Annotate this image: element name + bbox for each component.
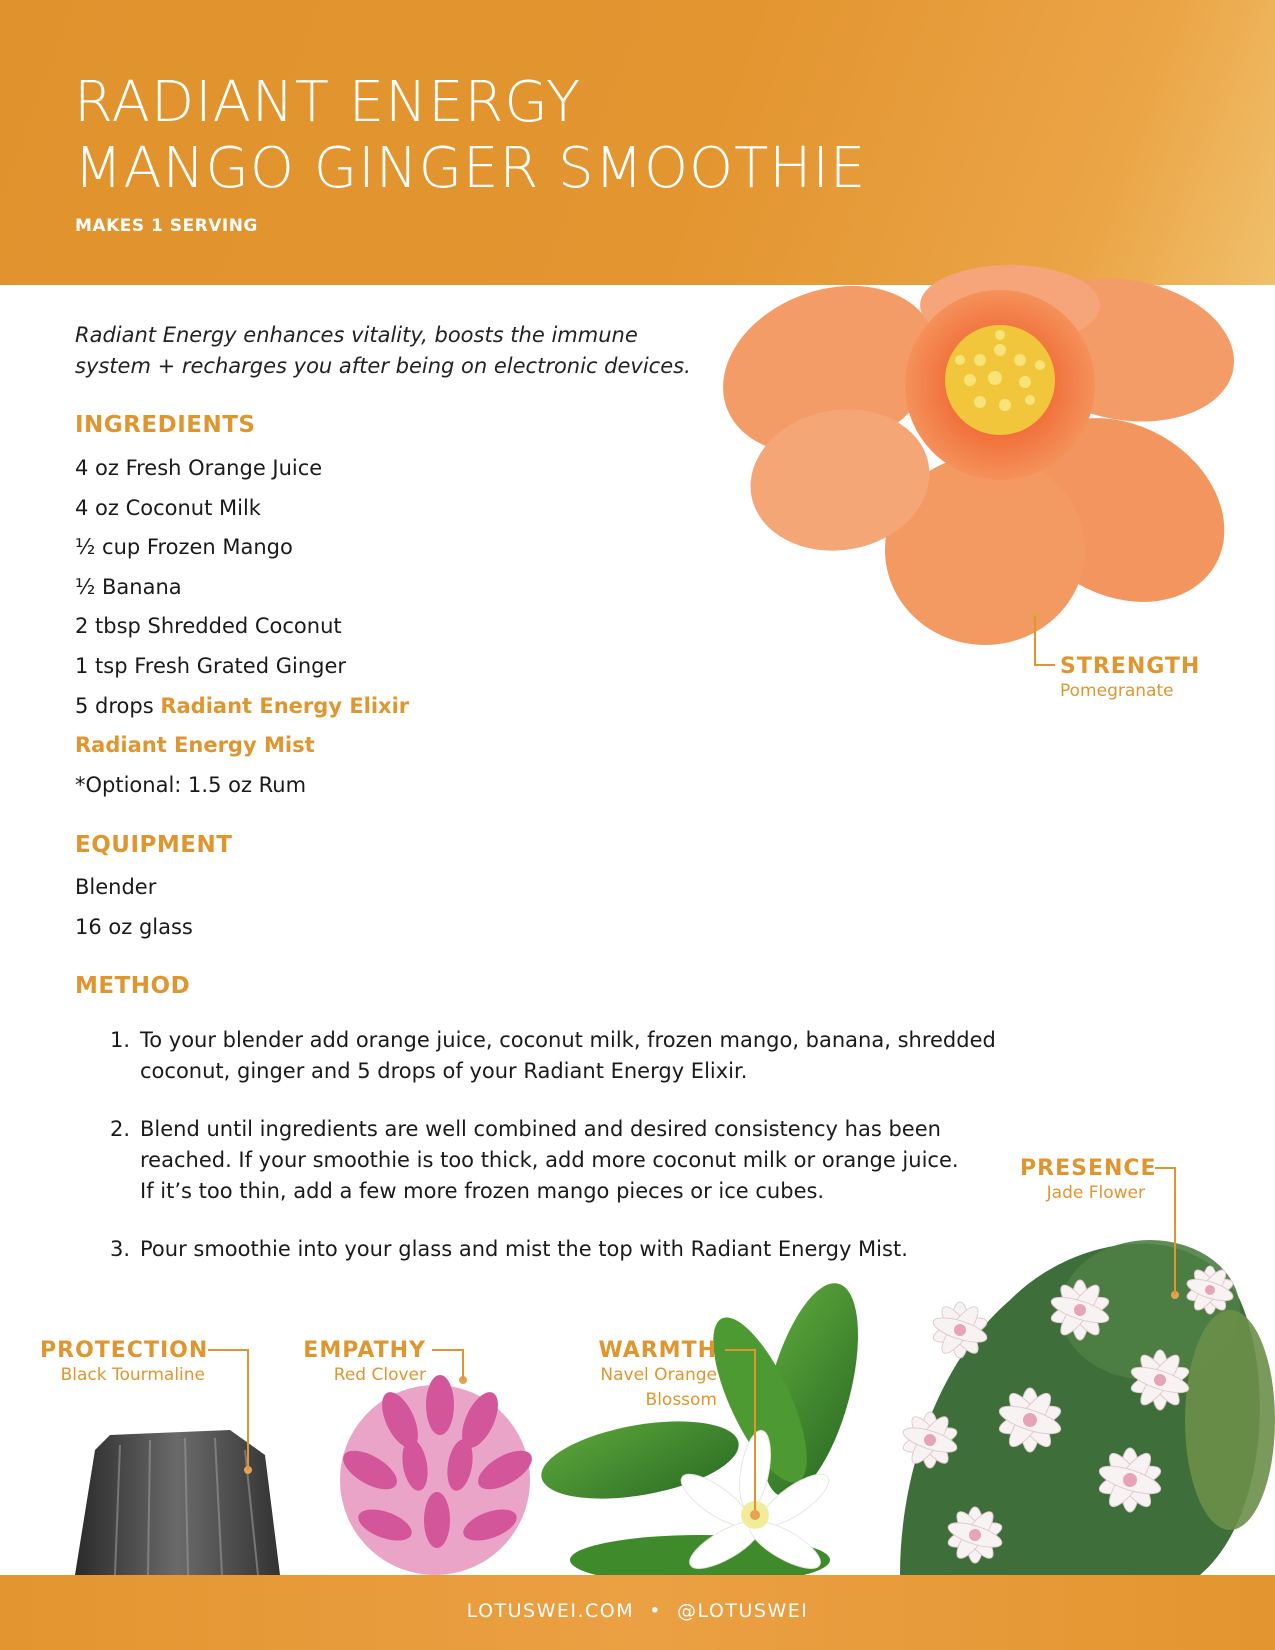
warmth-title: WARMTH — [598, 1338, 717, 1363]
step-number: 3. — [110, 1237, 131, 1261]
step-line: coconut, ginger and 5 drops of your Radiant Energy Elixir. — [140, 1059, 748, 1083]
intro-line-2: system + recharges you after being on electronic devices. — [75, 354, 691, 378]
ingredients-heading: INGREDIENTS — [75, 412, 256, 438]
step-line: If it’s too thin, add a few more frozen mango pieces or ice cubes. — [140, 1179, 825, 1203]
equipment-item: Blender — [75, 875, 157, 899]
presence-label — [1020, 1156, 1157, 1206]
warmth-label — [570, 1338, 717, 1413]
ingredient-item: 1 tsp Fresh Grated Ginger — [75, 653, 347, 678]
step-line: reached. If your smoothie is too thick, add more coconut milk or orange juice. — [140, 1148, 959, 1172]
step-line: Pour smoothie into your glass and mist the top with Radiant Energy Mist. — [140, 1237, 908, 1261]
empathy-title: EMPATHY — [303, 1338, 426, 1363]
footer-links[interactable]: LOTUSWEI.COM • @LOTUSWEI — [466, 1600, 809, 1622]
warmth-flower-name-2: Blossom — [645, 1390, 717, 1410]
jade-flower-icon — [900, 1168, 1275, 1575]
protection-title: PROTECTION — [40, 1338, 209, 1363]
orange-blossom-icon — [535, 1273, 877, 1585]
title-line-1: RADIANT ENERGY — [74, 70, 582, 135]
intro-line-1: Radiant Energy enhances vitality, boosts the immune — [75, 323, 638, 347]
step-line: Blend until ingredients are well combined and desired consistency has been — [140, 1117, 941, 1141]
presence-flower-name: Jade Flower — [1046, 1183, 1145, 1203]
footer-bar — [0, 1575, 1275, 1650]
elixir-prefix: 5 drops — [75, 693, 161, 718]
presence-title: PRESENCE — [1020, 1156, 1157, 1181]
protection-flower-name: Black Tourmaline — [60, 1365, 205, 1385]
title-line-2: MANGO GINGER SMOOTHIE — [74, 136, 867, 201]
elixir-link[interactable]: Radiant Energy Elixir — [160, 693, 410, 718]
warmth-flower-name-1: Navel Orange — [600, 1365, 717, 1385]
servings-label: MAKES 1 SERVING — [75, 216, 258, 236]
step-number: 2. — [110, 1117, 131, 1141]
equipment-item: 16 oz glass — [75, 914, 193, 939]
step-number: 1. — [110, 1028, 131, 1052]
step-line: To your blender add orange juice, coconut milk, frozen mango, banana, shredded — [140, 1028, 996, 1052]
protection-label — [40, 1338, 209, 1388]
strength-label — [1060, 654, 1200, 704]
empathy-label — [290, 1338, 426, 1388]
ingredient-item: 4 oz Fresh Orange Juice — [75, 456, 323, 480]
mist-link[interactable]: Radiant Energy Mist — [75, 733, 315, 758]
ingredient-item: ½ Banana — [75, 574, 182, 599]
ingredient-item: 2 tbsp Shredded Coconut — [75, 614, 342, 639]
ingredient-item: 4 oz Coconut Milk — [75, 495, 261, 520]
ingredient-item: ½ cup Frozen Mango — [75, 535, 293, 560]
method-heading: METHOD — [75, 973, 191, 999]
ingredient-item-optional: *Optional: 1.5 oz Rum — [75, 772, 307, 797]
pomegranate-flower-icon — [699, 257, 1257, 665]
equipment-heading: EQUIPMENT — [75, 832, 233, 858]
empathy-flower-name: Red Clover — [333, 1365, 426, 1385]
strength-flower-name: Pomegranate — [1060, 681, 1174, 701]
strength-title: STRENGTH — [1060, 654, 1201, 679]
